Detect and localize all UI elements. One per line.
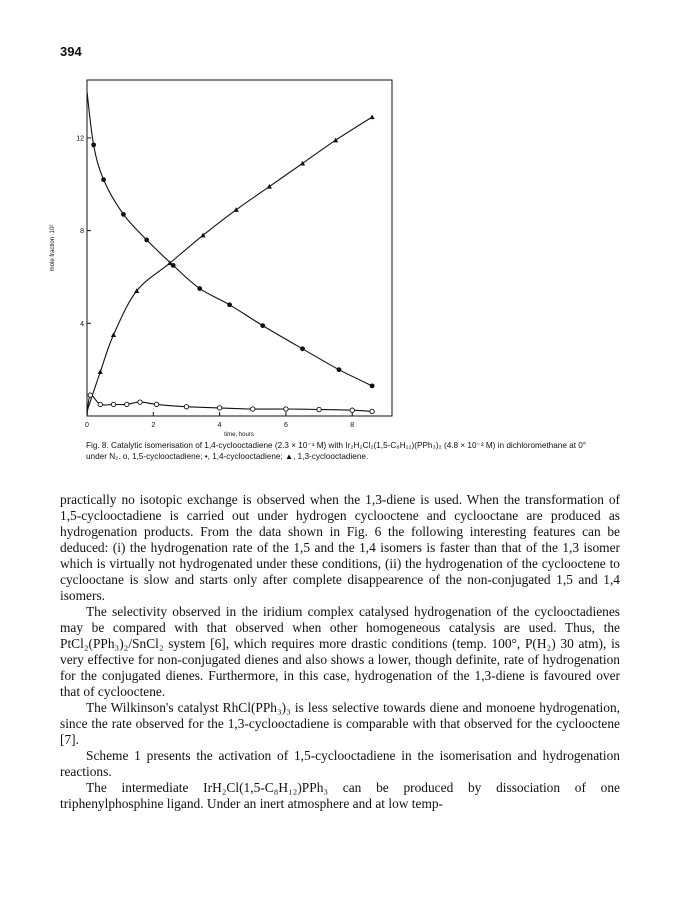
paragraph: The intermediate IrH₂Cl(1,5-C₈H₁₂)PPh₃ can be produced by dissociation of one triphenylphosphine ligand. Under an inert atmosphere and at low temp- xyxy=(60,780,620,811)
series-line-1-4-cyclooctadiene xyxy=(87,92,372,386)
data-point-1-4-cyclooctadiene xyxy=(121,212,126,217)
kinetics-chart xyxy=(40,60,640,440)
series-line-1-5-cyclooctadiene xyxy=(87,395,372,416)
data-point-1-4-cyclooctadiene xyxy=(227,302,232,307)
paragraph: practically no isotopic exchange is observed when the 1,3-diene is used. When the transformation of 1,5-cyclooctadiene is carried out under hydrogen cyclooctene and cyclooctane are produced as hydrogenation products. From the data shown in Fig. 6 the following interesting features can be deduced: (i) the hydrogenation rate of the 1,5 and the 1,4 isomers is faster than that of the 1,3 isomer which is virtually not hydrogenated under these conditions, (ii) the hydrogenation of the cyclooctene to cyclooctane is slow and starts only after complete disappearence of the non-conjugated 1,5 and 1,4 isomers. xyxy=(60,492,620,603)
data-point-1-4-cyclooctadiene xyxy=(300,346,305,351)
page-number: 394 xyxy=(60,44,82,59)
data-point-1-4-cyclooctadiene xyxy=(91,142,96,147)
data-point-1-5-cyclooctadiene xyxy=(138,400,142,404)
y-axis-title: mole fraction ·10² xyxy=(50,224,56,272)
y-tick-label: 12 xyxy=(76,135,84,143)
data-point-1-4-cyclooctadiene xyxy=(370,383,375,388)
x-tick-label: 0 xyxy=(85,422,89,429)
x-tick-label: 8 xyxy=(350,422,355,429)
data-point-1-5-cyclooctadiene xyxy=(284,407,288,411)
body-text xyxy=(60,492,620,812)
y-tick-label: 8 xyxy=(80,228,84,236)
x-tick-label: 4 xyxy=(217,422,222,429)
data-point-1-3-cyclooctadiene xyxy=(111,332,116,337)
figure-caption: Fig. 8. Catalytic isomerisation of 1,4-cyclooctadiene (2.3 × 10⁻¹ M) with Ir₂H₂Cl₂(1,5-C₈H₁₂)(PPh₃)₂ (4.8 × 10⁻² M) in dichloromethane at 0° under N₂. o, 1,5-cyclooctadiene; •, 1,4-cyclooctadiene; ▲, 1,3-cyclooctadiene. xyxy=(86,441,587,461)
data-point-1-4-cyclooctadiene xyxy=(197,286,202,291)
data-point-1-5-cyclooctadiene xyxy=(370,409,374,413)
series-line-1-3-cyclooctadiene xyxy=(87,117,372,411)
paragraph: Scheme 1 presents the activation of 1,5-cyclooctadiene in the isomerisation and hydrogenation reactions. xyxy=(60,748,620,779)
plot-frame xyxy=(87,80,392,416)
data-point-1-5-cyclooctadiene xyxy=(154,402,158,406)
y-tick-label: 4 xyxy=(80,320,84,328)
data-point-1-4-cyclooctadiene xyxy=(144,237,149,242)
data-point-1-3-cyclooctadiene xyxy=(98,369,103,374)
data-point-1-5-cyclooctadiene xyxy=(350,408,354,412)
x-tick-label: 2 xyxy=(151,422,156,429)
data-point-1-4-cyclooctadiene xyxy=(337,367,342,372)
x-tick-label: 6 xyxy=(283,422,288,429)
data-point-1-4-cyclooctadiene xyxy=(101,177,106,182)
figure xyxy=(40,60,640,440)
paragraph: The selectivity observed in the iridium complex catalysed hydrogenation of the cyclooctadienes may be compared with that observed when other homogeneous catalysis are used. Thus, the PtCl₂(PPh₃)₂/SnCl₂ system [6], which requires more drastic conditions (temp. 100°, P(H₂) 30 atm), is very effective for non-conjugated dienes and also shows a lower, though definite, rate of hydrogenation for the conjugated dienes. Furthermore, in this case, hydrogenation of the 1,3-diene is favoured over that of cyclooctene. xyxy=(60,604,620,699)
data-point-1-5-cyclooctadiene xyxy=(217,406,221,410)
data-point-1-5-cyclooctadiene xyxy=(88,393,92,397)
data-point-1-5-cyclooctadiene xyxy=(251,407,255,411)
data-point-1-5-cyclooctadiene xyxy=(184,405,188,409)
data-point-1-4-cyclooctadiene xyxy=(260,323,265,328)
data-point-1-5-cyclooctadiene xyxy=(125,402,129,406)
data-point-1-3-cyclooctadiene xyxy=(370,114,375,119)
data-point-1-5-cyclooctadiene xyxy=(98,402,102,406)
data-point-1-5-cyclooctadiene xyxy=(317,407,321,411)
paragraph: The Wilkinson's catalyst RhCl(PPh₃)₃ is less selective towards diene and monoene hydrogenation, since the rate observed for the 1,3-cyclooctadiene is comparable with that observed for the cyclooctene [7]. xyxy=(60,700,620,747)
x-axis-title: time, hours xyxy=(224,432,254,438)
data-point-1-5-cyclooctadiene xyxy=(111,402,115,406)
